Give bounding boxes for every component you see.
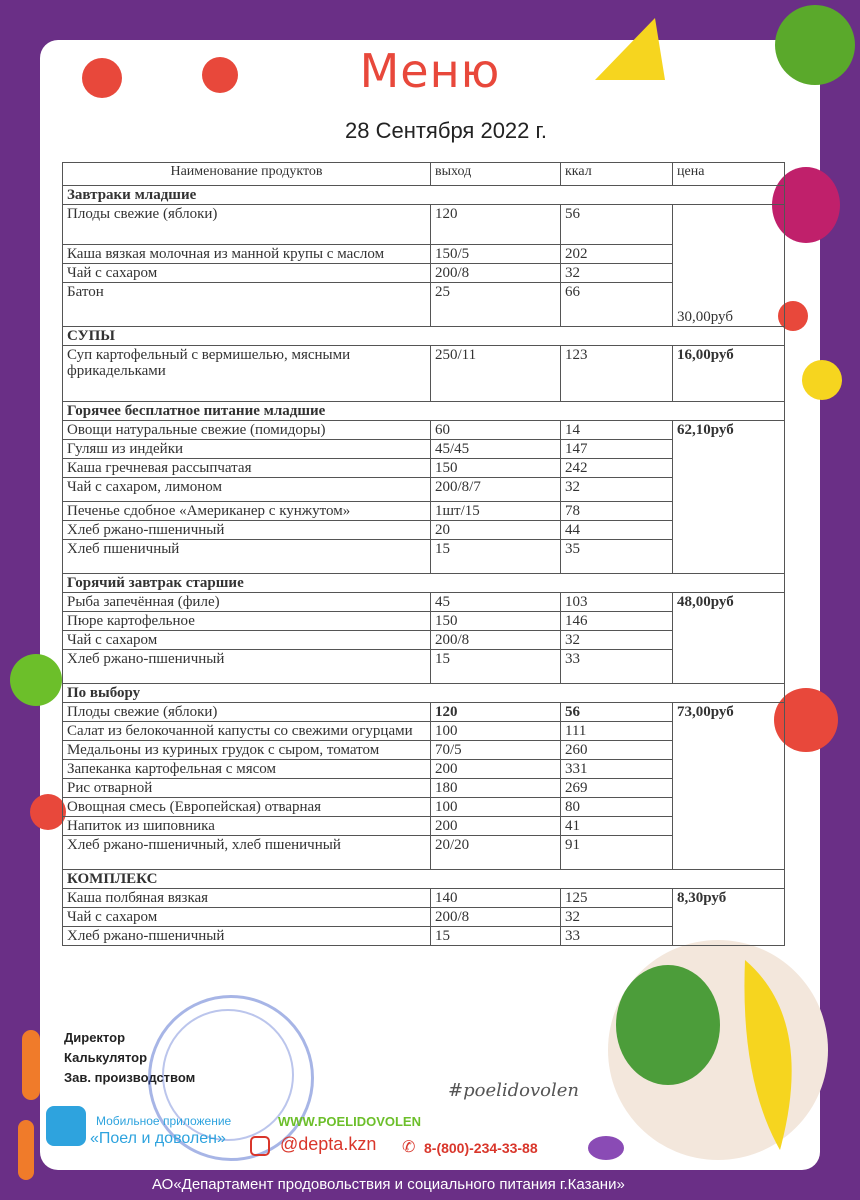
price-complex: 8,30руб — [673, 889, 785, 946]
item-out: 250/11 — [431, 346, 561, 402]
item-name: Каша вязкая молочная из манной крупы с маслом — [63, 245, 431, 264]
item-out: 100 — [431, 722, 561, 741]
item-out: 70/5 — [431, 741, 561, 760]
page-title: Меню — [359, 44, 501, 98]
item-kcal: 56 — [561, 703, 673, 722]
item-kcal: 146 — [561, 612, 673, 631]
item-name: Суп картофельный с вермишелью, мясными фрикадельками — [63, 346, 431, 402]
price-cell — [673, 205, 785, 327]
item-out: 140 — [431, 889, 561, 908]
item-name: Чай с сахаром — [63, 631, 431, 650]
item-out: 1шт/15 — [431, 502, 561, 521]
item-kcal: 269 — [561, 779, 673, 798]
item-name: Овощная смесь (Европейская) отварная — [63, 798, 431, 817]
tomato-left-lower — [30, 794, 66, 830]
item-out: 45 — [431, 593, 561, 612]
item-name: Чай с сахаром, лимоном — [63, 478, 431, 502]
item-kcal: 32 — [561, 264, 673, 283]
item-out: 150 — [431, 612, 561, 631]
item-kcal: 103 — [561, 593, 673, 612]
instagram-handle[interactable]: @depta.kzn — [280, 1134, 377, 1154]
item-kcal: 202 — [561, 245, 673, 264]
item-name: Чай с сахаром — [63, 264, 431, 283]
section-title: Горячее бесплатное питание младшие — [63, 402, 785, 421]
item-out: 200 — [431, 817, 561, 836]
item-name: Хлеб ржано-пшеничный — [63, 927, 431, 946]
price-choice: 73,00руб — [673, 703, 785, 870]
item-out: 60 — [431, 421, 561, 440]
col-price-header: цена — [673, 163, 785, 186]
item-name: Пюре картофельное — [63, 612, 431, 631]
item-name: Медальоны из куриных грудок с сыром, томатом — [63, 741, 431, 760]
smiley-orange — [802, 360, 842, 400]
item-name: Запеканка картофельная с мясом — [63, 760, 431, 779]
item-kcal: 66 — [561, 283, 673, 327]
app-name[interactable]: «Поел и доволен» — [90, 1130, 226, 1147]
item-name: Овощи натуральные свежие (помидоры) — [63, 421, 431, 440]
item-kcal: 331 — [561, 760, 673, 779]
apple-character — [10, 654, 62, 706]
item-name: Плоды свежие (яблоки) — [63, 205, 431, 245]
item-kcal: 14 — [561, 421, 673, 440]
candy-decoration — [588, 1136, 624, 1160]
item-kcal: 91 — [561, 836, 673, 870]
menu-date: 28 Сентября 2022 г. — [345, 118, 547, 143]
item-out: 150 — [431, 459, 561, 478]
item-kcal: 147 — [561, 440, 673, 459]
item-out: 100 — [431, 798, 561, 817]
item-out: 45/45 — [431, 440, 561, 459]
item-kcal: 56 — [561, 205, 673, 245]
section-title: Горячий завтрак старшие — [63, 574, 785, 593]
signature-production-head: Зав. производством — [64, 1070, 196, 1085]
item-out: 200/8/7 — [431, 478, 561, 502]
table-row — [63, 889, 785, 908]
item-out: 15 — [431, 927, 561, 946]
item-out: 150/5 — [431, 245, 561, 264]
table-row — [63, 703, 785, 722]
item-out: 200 — [431, 760, 561, 779]
price-soups: 16,00руб — [673, 346, 785, 402]
item-kcal: 44 — [561, 521, 673, 540]
signature-calculator: Калькулятор — [64, 1050, 148, 1065]
item-out: 15 — [431, 650, 561, 684]
app-label: Мобильное приложение — [96, 1114, 232, 1128]
item-out: 120 — [431, 205, 561, 245]
item-name: Плоды свежие (яблоки) — [63, 703, 431, 722]
item-kcal: 33 — [561, 650, 673, 684]
item-kcal: 32 — [561, 631, 673, 650]
item-name: Рыба запечённая (филе) — [63, 593, 431, 612]
col-out-header: выход — [431, 163, 561, 186]
item-name: Батон — [63, 283, 431, 327]
table-row — [63, 421, 785, 440]
table-row — [63, 593, 785, 612]
item-name: Чай с сахаром — [63, 908, 431, 927]
item-kcal: 111 — [561, 722, 673, 741]
item-kcal: 33 — [561, 927, 673, 946]
app-icon[interactable] — [46, 1106, 86, 1146]
hashtag: #poelidovolen — [448, 1080, 579, 1101]
broccoli-character — [616, 965, 720, 1085]
price-free-hot-junior: 62,10руб — [673, 421, 785, 574]
section-title: По выбору — [63, 684, 785, 703]
item-kcal: 32 — [561, 908, 673, 927]
section-title: СУПЫ — [63, 327, 785, 346]
phone-icon: ✆ — [402, 1139, 416, 1156]
table-row — [63, 346, 785, 402]
item-kcal: 260 — [561, 741, 673, 760]
item-kcal: 80 — [561, 798, 673, 817]
item-kcal: 41 — [561, 817, 673, 836]
menu-table — [62, 162, 785, 946]
item-name: Хлеб пшеничный — [63, 540, 431, 574]
price-breakfast-junior: 30,00руб — [677, 309, 733, 325]
col-kcal-header: ккал — [561, 163, 673, 186]
item-name: Гуляш из индейки — [63, 440, 431, 459]
item-kcal: 123 — [561, 346, 673, 402]
item-name: Салат из белокочанной капусты со свежими огурцами — [63, 722, 431, 741]
item-out: 20 — [431, 521, 561, 540]
item-kcal: 78 — [561, 502, 673, 521]
item-out: 200/8 — [431, 908, 561, 927]
table-header-row — [63, 163, 785, 186]
item-name: Каша гречневая рассыпчатая — [63, 459, 431, 478]
item-out: 15 — [431, 540, 561, 574]
item-name: Печенье сдобное «Американер с кунжутом» — [63, 502, 431, 521]
carrot-character-bottom — [18, 1120, 34, 1180]
item-out: 200/8 — [431, 264, 561, 283]
phone-number[interactable]: 8-(800)-234-33-88 — [424, 1140, 538, 1156]
section-title: КОМПЛЕКС — [63, 870, 785, 889]
item-name: Хлеб ржано-пшеничный — [63, 650, 431, 684]
col-name-header: Наименование продуктов — [63, 163, 431, 186]
item-out: 180 — [431, 779, 561, 798]
price-hot-breakfast-senior: 48,00руб — [673, 593, 785, 684]
item-name: Хлеб ржано-пшеничный, хлеб пшеничный — [63, 836, 431, 870]
signature-director: Директор — [64, 1030, 126, 1045]
item-out: 120 — [431, 703, 561, 722]
item-name: Рис отварной — [63, 779, 431, 798]
item-kcal: 125 — [561, 889, 673, 908]
item-out: 200/8 — [431, 631, 561, 650]
website-link[interactable]: WWW.POELIDOVOLEN — [278, 1114, 421, 1129]
item-kcal: 32 — [561, 478, 673, 502]
item-kcal: 242 — [561, 459, 673, 478]
organization-name: АО«Департамент продовольствия и социального питания г.Казани» — [152, 1176, 625, 1193]
instagram-icon — [250, 1136, 270, 1156]
item-name: Хлеб ржано-пшеничный — [63, 521, 431, 540]
section-title: Завтраки младшие — [63, 186, 785, 205]
item-name: Напиток из шиповника — [63, 817, 431, 836]
item-out: 20/20 — [431, 836, 561, 870]
item-out: 25 — [431, 283, 561, 327]
table-row — [63, 205, 785, 245]
carrot-character — [22, 1030, 40, 1100]
item-kcal: 35 — [561, 540, 673, 574]
item-name: Каша полбяная вязкая — [63, 889, 431, 908]
